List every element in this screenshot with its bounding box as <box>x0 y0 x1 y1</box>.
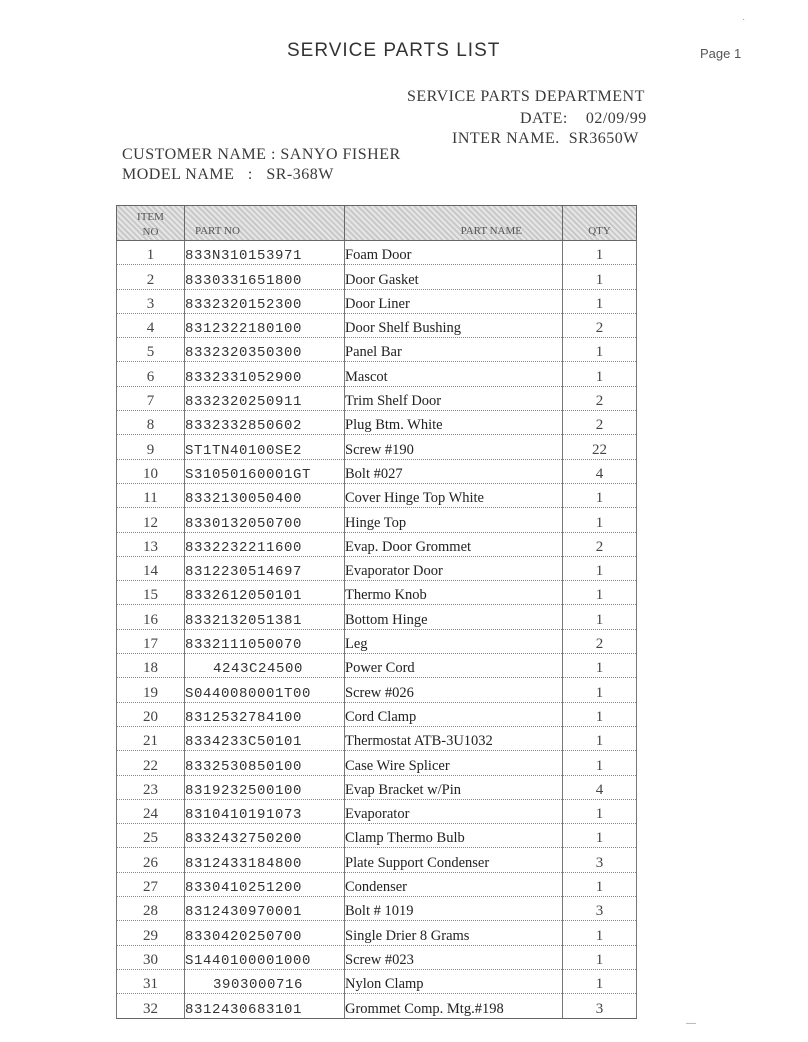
model-name-label: MODEL NAME : SR-368W <box>122 166 334 183</box>
table-row <box>117 556 637 580</box>
qty-cell: 1 <box>563 483 637 507</box>
part-name-cell: Plug Btm. White <box>345 411 563 435</box>
item-no-cell: 19 <box>117 678 185 702</box>
item-no-cell: 21 <box>117 726 185 750</box>
table-row <box>117 702 637 726</box>
item-no-cell: 29 <box>117 921 185 945</box>
qty-cell: 1 <box>563 508 637 532</box>
item-no-cell: 32 <box>117 994 185 1018</box>
qty-cell: 1 <box>563 265 637 289</box>
part-no-cell: 8332111050070 <box>185 629 345 653</box>
qty-cell: 2 <box>563 411 637 435</box>
part-name-cell: Door Shelf Bushing <box>345 313 563 337</box>
part-name-cell: Panel Bar <box>345 338 563 362</box>
part-name-cell: Power Cord <box>345 654 563 678</box>
item-no-cell: 12 <box>117 508 185 532</box>
item-no-cell: 1 <box>117 241 185 265</box>
part-name-cell: Nylon Clamp <box>345 969 563 993</box>
part-no-cell: 8332232211600 <box>185 532 345 556</box>
table-row <box>117 605 637 629</box>
item-no-cell: 16 <box>117 605 185 629</box>
table-row <box>117 799 637 823</box>
qty-cell: 4 <box>563 459 637 483</box>
part-no-cell: S0440080001T00 <box>185 678 345 702</box>
item-no-cell: 2 <box>117 265 185 289</box>
part-name-cell: Door Gasket <box>345 265 563 289</box>
part-no-cell: 8312322180100 <box>185 313 345 337</box>
table-row <box>117 872 637 896</box>
qty-cell: 3 <box>563 897 637 921</box>
table-row <box>117 459 637 483</box>
table-row <box>117 824 637 848</box>
item-no-cell: 25 <box>117 824 185 848</box>
qty-cell: 1 <box>563 921 637 945</box>
qty-cell: 1 <box>563 702 637 726</box>
part-name-cell: Cover Hinge Top White <box>345 483 563 507</box>
part-no-cell: 833N310153971 <box>185 241 345 265</box>
table-row <box>117 848 637 872</box>
part-name-cell: Screw #023 <box>345 945 563 969</box>
table-row <box>117 313 637 337</box>
item-no-cell: 31 <box>117 969 185 993</box>
table-row <box>117 751 637 775</box>
table-row <box>117 386 637 410</box>
item-no-cell: 28 <box>117 897 185 921</box>
part-no-cell: 8332332850602 <box>185 411 345 435</box>
part-name-header <box>345 206 563 241</box>
qty-cell: 1 <box>563 581 637 605</box>
part-no-cell: 4243C24500 <box>185 654 345 678</box>
table-row <box>117 994 637 1018</box>
part-name-cell: Thermostat ATB-3U1032 <box>345 726 563 750</box>
table-row <box>117 362 637 386</box>
item-no-cell: 9 <box>117 435 185 459</box>
parts-table <box>116 205 637 1019</box>
table-header-row <box>117 206 637 241</box>
item-no-cell: 24 <box>117 799 185 823</box>
item-no-cell: 30 <box>117 945 185 969</box>
part-no-cell: 8319232500100 <box>185 775 345 799</box>
part-no-cell: S31050160001GT <box>185 459 345 483</box>
part-name-cell: Screw #190 <box>345 435 563 459</box>
item-no-cell: 23 <box>117 775 185 799</box>
item-no-header <box>117 206 185 241</box>
qty-cell: 1 <box>563 556 637 580</box>
part-name-cell: Grommet Comp. Mtg.#198 <box>345 994 563 1018</box>
item-no-cell: 15 <box>117 581 185 605</box>
part-no-cell: S1440100001000 <box>185 945 345 969</box>
item-no-cell: 22 <box>117 751 185 775</box>
part-no-header-label: PART NO <box>195 225 240 237</box>
part-name-cell: Plate Support Condenser <box>345 848 563 872</box>
qty-cell: 2 <box>563 532 637 556</box>
item-no-cell: 27 <box>117 872 185 896</box>
part-no-cell: 8332320250911 <box>185 386 345 410</box>
table-row <box>117 508 637 532</box>
part-no-cell: 8312430683101 <box>185 994 345 1018</box>
page-number: Page 1 <box>700 46 742 61</box>
part-name-cell: Single Drier 8 Grams <box>345 921 563 945</box>
part-name-cell: Foam Door <box>345 241 563 265</box>
part-name-cell: Cord Clamp <box>345 702 563 726</box>
part-no-cell: 8332132051381 <box>185 605 345 629</box>
qty-cell: 22 <box>563 435 637 459</box>
table-row <box>117 726 637 750</box>
part-name-cell: Door Liner <box>345 289 563 313</box>
table-row <box>117 921 637 945</box>
table-row <box>117 411 637 435</box>
table-row <box>117 581 637 605</box>
date-label: DATE: 02/09/99 <box>520 110 647 127</box>
part-name-cell: Evap. Door Grommet <box>345 532 563 556</box>
item-no-cell: 17 <box>117 629 185 653</box>
customer-name-label: CUSTOMER NAME : SANYO FISHER <box>122 146 401 163</box>
item-no-cell: 3 <box>117 289 185 313</box>
qty-cell: 3 <box>563 994 637 1018</box>
item-no-cell: 14 <box>117 556 185 580</box>
item-no-cell: 4 <box>117 313 185 337</box>
part-name-header-label: PART NAME <box>460 225 522 237</box>
qty-cell: 2 <box>563 629 637 653</box>
part-no-cell: 8332530850100 <box>185 751 345 775</box>
part-name-cell: Mascot <box>345 362 563 386</box>
qty-cell: 1 <box>563 799 637 823</box>
table-row <box>117 945 637 969</box>
table-row <box>117 629 637 653</box>
part-no-cell: 8330410251200 <box>185 872 345 896</box>
part-no-cell: 8330420250700 <box>185 921 345 945</box>
item-no-cell: 10 <box>117 459 185 483</box>
item-no-cell: 26 <box>117 848 185 872</box>
item-no-cell: 7 <box>117 386 185 410</box>
part-no-cell: 8312230514697 <box>185 556 345 580</box>
qty-cell: 1 <box>563 605 637 629</box>
item-no-cell: 6 <box>117 362 185 386</box>
part-no-header <box>185 206 345 241</box>
part-name-cell: Case Wire Splicer <box>345 751 563 775</box>
qty-cell: 4 <box>563 775 637 799</box>
table-row <box>117 241 637 265</box>
part-name-cell: Bottom Hinge <box>345 605 563 629</box>
inter-name-label: INTER NAME. SR3650W <box>452 130 639 147</box>
part-name-cell: Screw #026 <box>345 678 563 702</box>
part-no-cell: 8310410191073 <box>185 799 345 823</box>
table-row <box>117 338 637 362</box>
part-no-cell: 8330132050700 <box>185 508 345 532</box>
part-no-cell: 8312532784100 <box>185 702 345 726</box>
qty-header <box>563 206 637 241</box>
table-row <box>117 435 637 459</box>
qty-cell: 3 <box>563 848 637 872</box>
part-name-cell: Thermo Knob <box>345 581 563 605</box>
qty-cell: 1 <box>563 945 637 969</box>
qty-cell: 1 <box>563 872 637 896</box>
part-name-cell: Condenser <box>345 872 563 896</box>
qty-cell: 1 <box>563 241 637 265</box>
part-no-cell: 8332612050101 <box>185 581 345 605</box>
item-header-line1: ITEM <box>137 211 164 223</box>
scan-speck: · <box>742 14 746 25</box>
qty-cell: 1 <box>563 289 637 313</box>
document-title: SERVICE PARTS LIST <box>287 40 501 61</box>
item-no-cell: 13 <box>117 532 185 556</box>
department-label: SERVICE PARTS DEPARTMENT <box>407 88 645 105</box>
parts-table-body <box>117 241 637 1019</box>
table-row <box>117 532 637 556</box>
table-row <box>117 969 637 993</box>
qty-cell: 1 <box>563 678 637 702</box>
item-no-cell: 5 <box>117 338 185 362</box>
table-row <box>117 654 637 678</box>
table-row <box>117 265 637 289</box>
qty-cell: 2 <box>563 313 637 337</box>
part-no-cell: 8334233C50101 <box>185 726 345 750</box>
part-name-cell: Bolt #027 <box>345 459 563 483</box>
item-no-cell: 8 <box>117 411 185 435</box>
table-row <box>117 897 637 921</box>
part-no-cell: 8312433184800 <box>185 848 345 872</box>
part-no-cell: 8330331651800 <box>185 265 345 289</box>
table-row <box>117 483 637 507</box>
item-no-cell: 20 <box>117 702 185 726</box>
part-no-cell: 8332130050400 <box>185 483 345 507</box>
part-name-cell: Clamp Thermo Bulb <box>345 824 563 848</box>
qty-cell: 1 <box>563 362 637 386</box>
part-name-cell: Trim Shelf Door <box>345 386 563 410</box>
qty-cell: 1 <box>563 751 637 775</box>
part-no-cell: 8332320152300 <box>185 289 345 313</box>
qty-cell: 1 <box>563 338 637 362</box>
part-name-cell: Leg <box>345 629 563 653</box>
table-row <box>117 775 637 799</box>
item-header-line2: NO <box>142 226 159 238</box>
part-no-cell: 3903000716 <box>185 969 345 993</box>
part-name-cell: Evaporator Door <box>345 556 563 580</box>
part-name-cell: Hinge Top <box>345 508 563 532</box>
part-name-cell: Evaporator <box>345 799 563 823</box>
table-row <box>117 678 637 702</box>
qty-cell: 1 <box>563 726 637 750</box>
qty-cell: 1 <box>563 654 637 678</box>
qty-cell: 1 <box>563 969 637 993</box>
part-no-cell: 8332331052900 <box>185 362 345 386</box>
scan-speck: — <box>686 1018 696 1029</box>
part-name-cell: Evap Bracket w/Pin <box>345 775 563 799</box>
part-no-cell: ST1TN40100SE2 <box>185 435 345 459</box>
part-no-cell: 8312430970001 <box>185 897 345 921</box>
table-row <box>117 289 637 313</box>
item-no-cell: 18 <box>117 654 185 678</box>
qty-header-label: QTY <box>588 225 611 237</box>
qty-cell: 1 <box>563 824 637 848</box>
item-no-cell: 11 <box>117 483 185 507</box>
part-name-cell: Bolt # 1019 <box>345 897 563 921</box>
part-no-cell: 8332432750200 <box>185 824 345 848</box>
qty-cell: 2 <box>563 386 637 410</box>
part-no-cell: 8332320350300 <box>185 338 345 362</box>
